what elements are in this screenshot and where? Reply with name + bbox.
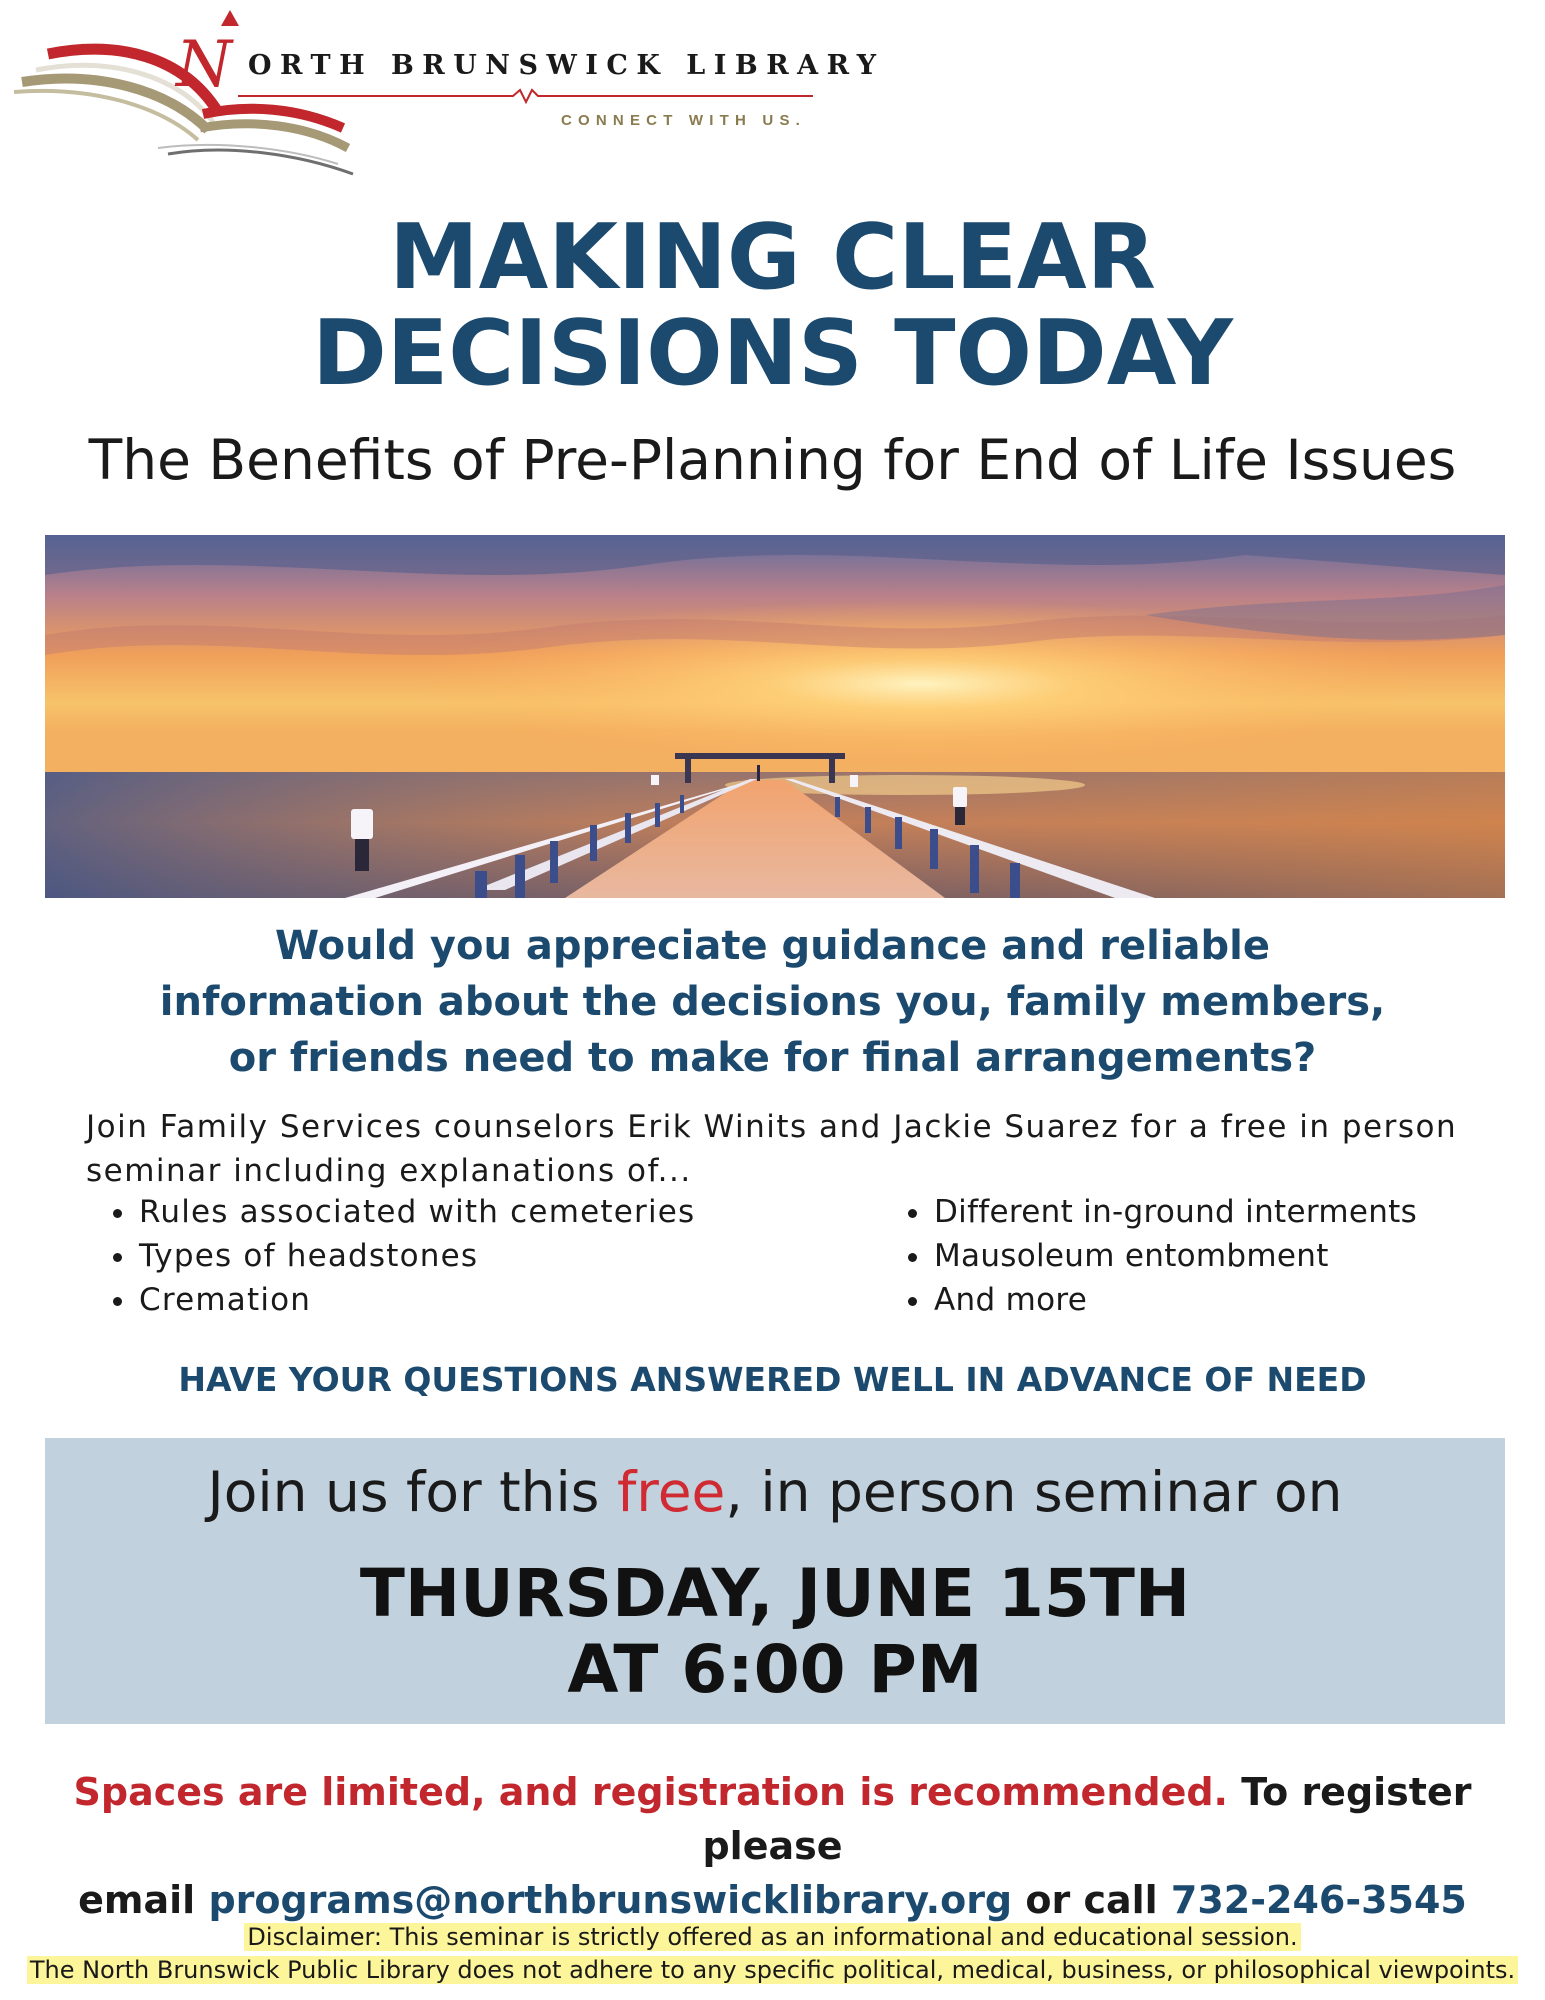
topics-list-right [898, 1190, 1417, 1322]
intro-line-2: seminar including explanations of... [86, 1153, 692, 1189]
page-title-line-2: DECISIONS TODAY [312, 301, 1233, 406]
registration-info [0, 1765, 1545, 1927]
disclaimer [0, 1921, 1545, 1987]
event-date-time [45, 1556, 1505, 1708]
event-date: THURSDAY, JUNE 15TH [359, 1555, 1191, 1632]
join-text-after: , in person seminar on [725, 1460, 1343, 1524]
topics-list-left [103, 1190, 695, 1322]
seminar-intro [86, 1105, 1506, 1193]
event-info-box [45, 1438, 1505, 1724]
email-link[interactable]: programs@northbrunswicklibrary.org [208, 1878, 1013, 1922]
spaces-limited-text: Spaces are limited, and registration is recommended. [73, 1770, 1228, 1814]
logo-tagline: CONNECT WITH US. [561, 112, 807, 129]
open-book-logo-icon [8, 4, 838, 184]
or-call-text: or call [1012, 1878, 1171, 1922]
free-highlight: free [616, 1460, 726, 1524]
list-item: Cremation [103, 1278, 695, 1322]
question-line-2: information about the decisions you, family members, [159, 979, 1386, 1025]
library-logo [8, 4, 885, 184]
join-us-text [45, 1460, 1505, 1524]
list-item: And more [898, 1278, 1417, 1322]
list-item: Types of headstones [103, 1234, 695, 1278]
intro-line-1: Join Family Services counselors Erik Winits and Jackie Suarez for a free in person [86, 1109, 1458, 1145]
phone-number[interactable]: 732-246-3545 [1170, 1878, 1467, 1922]
question-line-1: Would you appreciate guidance and reliable [274, 923, 1271, 969]
event-time: AT 6:00 PM [567, 1631, 983, 1708]
disclaimer-line-1: Disclaimer: This seminar is strictly offered as an informational and educational session. [244, 1923, 1300, 1951]
page-title-line-1: MAKING CLEAR [389, 205, 1156, 310]
list-item: Rules associated with cemeteries [103, 1190, 695, 1234]
logo-initial: N [176, 28, 232, 102]
questions-answered-banner: HAVE YOUR QUESTIONS ANSWERED WELL IN ADVANCE OF NEED [178, 1360, 1367, 1399]
list-item: Different in-ground interments [898, 1190, 1417, 1234]
register-please-text: To register please [702, 1770, 1472, 1868]
email-label: email [78, 1878, 209, 1922]
list-item: Mausoleum entombment [898, 1234, 1417, 1278]
disclaimer-line-2: The North Brunswick Public Library does not adhere to any specific political, medical, business, or philosophical viewpoints. [27, 1956, 1518, 1984]
page-subtitle: The Benefits of Pre-Planning for End of Life Issues [88, 428, 1457, 492]
question-line-3: or friends need to make for final arrangements? [228, 1035, 1317, 1081]
guidance-question [0, 918, 1545, 1086]
join-text-before: Join us for this [207, 1460, 617, 1524]
logo-library-name: ORTH BRUNSWICK LIBRARY [248, 50, 885, 81]
sunset-pier-photo [45, 535, 1505, 898]
